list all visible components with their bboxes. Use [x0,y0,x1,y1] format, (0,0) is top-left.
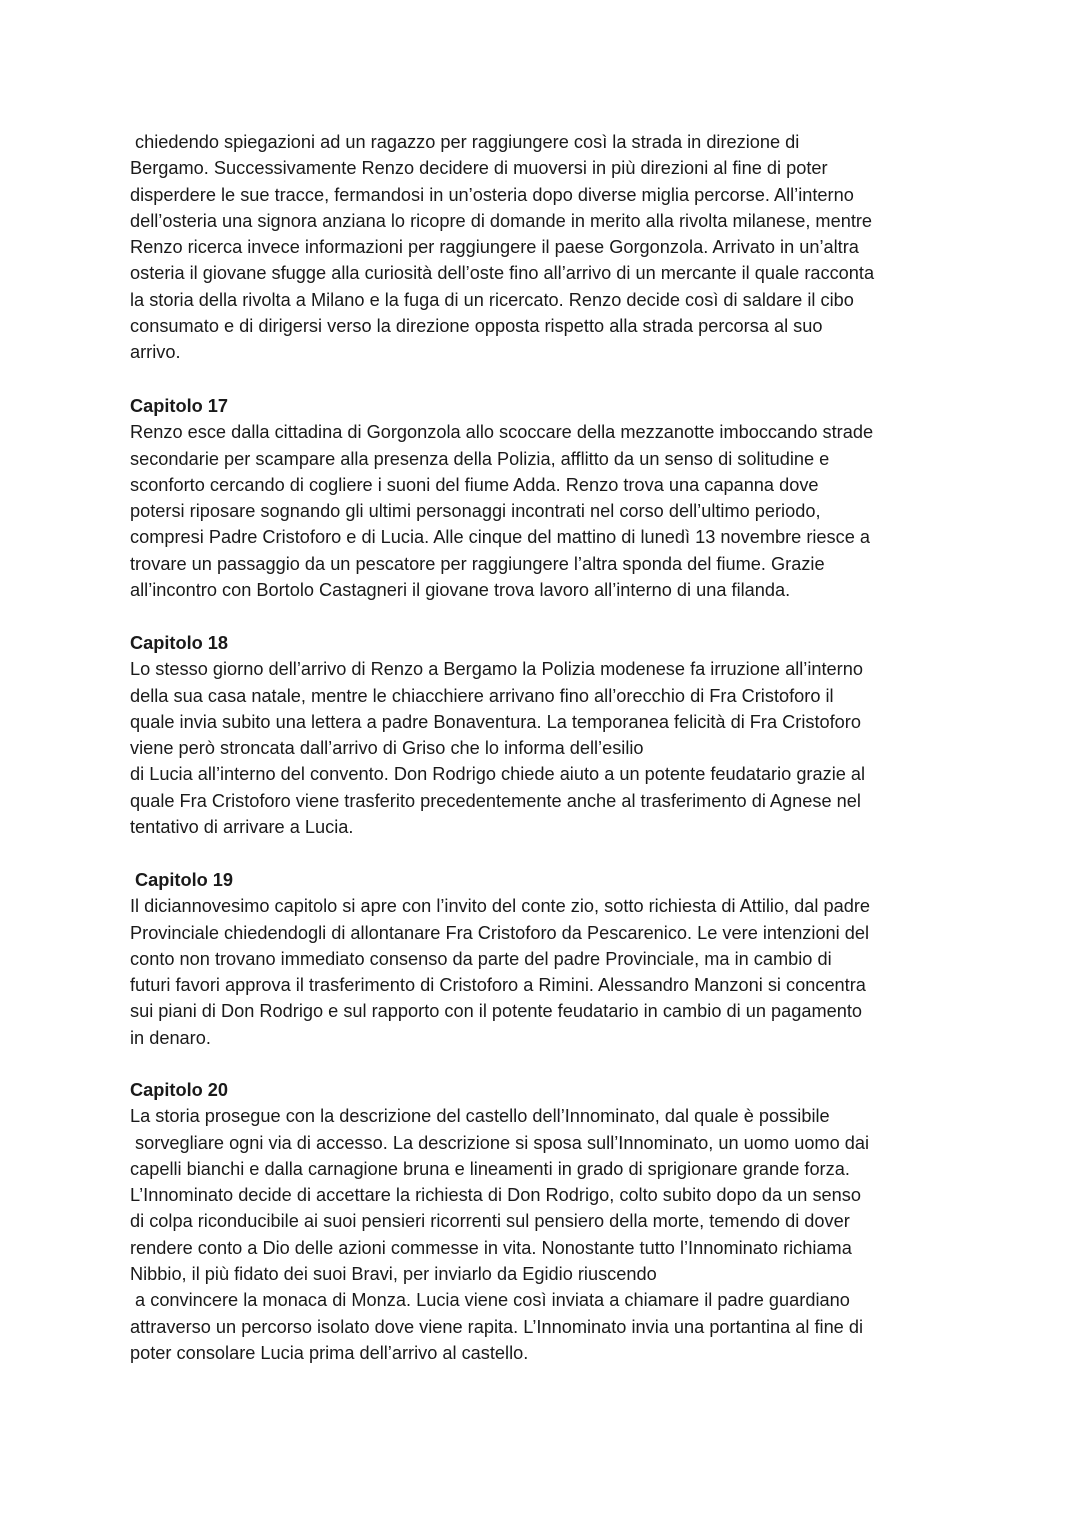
text-line: trovare un passaggio da un pescatore per raggiungere l’altra sponda del fiume. Grazie [130,553,825,574]
text-line: futuri favori approva il trasferimento di Cristoforo a Rimini. Alessandro Manzoni si concentra [130,975,866,996]
text-line: poter consolare Lucia prima dell’arrivo al castello. [130,1342,529,1363]
text-line: Renzo ricerca invece informazioni per raggiungere il paese Gorgonzola. Arrivato in un’altra [130,237,859,258]
chapter-18-section [130,630,960,840]
text-line: viene però stroncata dall’arrivo di Griso che lo informa dell’esilio [130,738,644,759]
text-line: disperdere le sue tracce, fermandosi in un’osteria dopo diverse miglia percorse. All’interno [130,184,854,205]
intro-paragraph [130,129,960,366]
text-line: capelli bianchi e dalla carnagione bruna e lineamenti in grado di sprigionare grande forza. [130,1158,850,1179]
text-line: in denaro. [130,1027,211,1048]
text-line: consumato e di dirigersi verso la direzione opposta rispetto alla strada percorsa al suo [130,316,823,337]
chapter-heading: Capitolo 19 [135,870,234,890]
text-line: rendere conto a Dio delle azioni commesse in vita. Nonostante tutto l’Innominato richiama [130,1237,852,1258]
text-line: di Lucia all’interno del convento. Don Rodrigo chiede aiuto a un potente feudatario grazie al [130,764,866,785]
text-line: quale Fra Cristoforo viene trasferito precedentemente anche al trasferimento di Agnese nel [130,790,861,811]
text-line: La storia prosegue con la descrizione del castello dell’Innominato, dal quale è possibile [130,1106,830,1127]
text-line: Bergamo. Successivamente Renzo decidere di muoversi in più direzioni al fine di poter [130,158,828,179]
text-line: a convincere la monaca di Monza. Lucia viene così inviata a chiamare il padre guardiano [130,1290,850,1311]
text-line: Renzo esce dalla cittadina di Gorgonzola allo scoccare della mezzanotte imboccando strade [130,422,874,443]
text-line: Il diciannovesimo capitolo si apre con l’invito del conte zio, sotto richiesta di Attilio, dal padre [130,896,871,917]
text-line: la storia della rivolta a Milano e la fuga di un ricercato. Renzo decide così di saldare il cibo [130,289,854,310]
text-line: conto non trovano immediato consenso da parte del padre Provinciale, ma in cambio di [130,948,832,969]
text-line: potersi riposare sognando gli ultimi personaggi incontrati nel corso dell’ultimo periodo, [130,501,821,522]
text-line: chiedendo spiegazioni ad un ragazzo per raggiungere così la strada in direzione di [130,132,800,152]
text-line: arrivo. [130,342,181,363]
text-line: sorvegliare ogni via di accesso. La descrizione si sposa sull’Innominato, un uomo uomo dai [130,1132,870,1153]
text-line: sconforto cercando di cogliere i suoni del fiume Adda. Renzo trova una capanna dove [130,474,819,495]
text-line: dell’osteria una signora anziana lo ricopre di domande in merito alla rivolta milanese, mentre [130,210,873,231]
text-line: osteria il giovane sfugge alla curiosità dell’oste fino all’arrivo di un mercante il quale racconta [130,263,875,284]
chapter-17-section [130,393,960,603]
text-line: quale invia subito una lettera a padre Bonaventura. La temporanea felicità di Fra Cristoforo [130,711,861,732]
text-line: sui piani di Don Rodrigo e sul rapporto con il potente feudatario in cambio di un pagamento [130,1001,863,1022]
chapter-20-section [130,1077,960,1366]
text-line: L’Innominato decide di accettare la richiesta di Don Rodrigo, colto subito dopo da un senso [130,1185,861,1206]
text-line: all’incontro con Bortolo Castagneri il giovane trova lavoro all’interno di una filanda. [130,580,791,601]
text-line: della sua casa natale, mentre le chiacchiere arrivano fino all’orecchio di Fra Cristoforo il [130,685,834,706]
text-line: di colpa riconducibile ai suoi pensieri ricorrenti sul pensiero della morte, temendo di dover [130,1211,850,1232]
chapter-heading: Capitolo 20 [130,1080,229,1100]
text-line: compresi Padre Cristoforo e di Lucia. Alle cinque del mattino di lunedì 13 novembre riesce a [130,527,871,548]
text-line: tentativo di arrivare a Lucia. [130,817,354,838]
text-line: attraverso un percorso isolato dove viene rapita. L’Innominato invia una portantina al fine di [130,1316,864,1337]
chapter-heading: Capitolo 18 [130,633,229,653]
chapter-19-section [130,867,960,1051]
text-line: secondarie per scampare alla presenza della Polizia, afflitto da un senso di solitudine e [130,448,830,469]
text-line: Lo stesso giorno dell’arrivo di Renzo a Bergamo la Polizia modenese fa irruzione all’interno [130,659,863,680]
chapter-heading: Capitolo 17 [130,396,229,416]
text-line: Provinciale chiedendogli di allontanare Fra Cristoforo da Pescarenico. Le vere intenzioni del [130,922,870,943]
text-line: Nibbio, il più fidato dei suoi Bravi, per inviarlo da Egidio riuscendo [130,1264,657,1285]
